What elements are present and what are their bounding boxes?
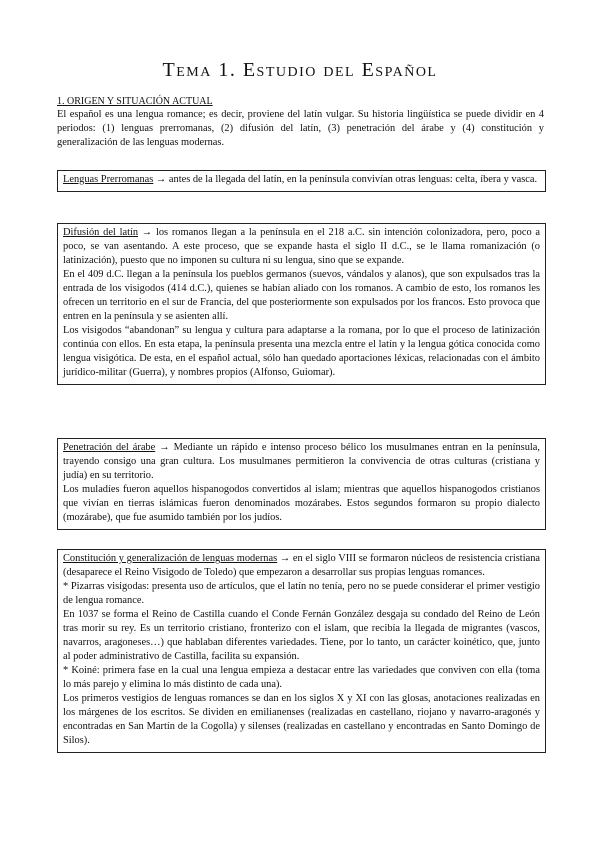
intro-paragraph: El español es una lengua romance; es decir, proviene del latín vulgar. Su historia lingüística se puede dividir en 4 periodos: (1) lenguas prerromanas, (2) difusión del latín, (3) penetración del árabe y (4) constitución y generalización de las lenguas modernas. bbox=[57, 109, 544, 148]
box-paragraph: En 1037 se forma el Reino de Castilla cuando el Conde Fernán González desgaja su condado del Reino de León tras morir su rey. Es un territorio cristiano, fronterizo con el islam, que recibía la llegada de migrantes (vascos, navarros, aragoneses…) que hablaban diferentes variedades. Tiene, por lo tanto, un carácter koinético, que, junto al poder administrativo de Castilla, facilita su expansión. bbox=[63, 609, 540, 662]
box-paragraph: Los muladíes fueron aquellos hispanogodos convertidos al islam; mientras que aquellos hispanogodos cristianos que vivían en tierras islámicas fueron denominados mozárabes. Estos segundos formaron su propio dialecto (mozárabe), que fue asumido también por los judíos. bbox=[63, 484, 540, 523]
box-text: los romanos llegan a la península en el 218 a.C. sin intención colonizadora, pero, poco a poco, se van asentando. A este proceso, que se expande hasta el siglo II d.C., se le llama romanización (o latinización), puesto que no imponen su cultura ni su lengua, sino que se expande. bbox=[63, 227, 541, 266]
box-paragraph: * Pizarras visigodas: presenta uso de artículos, que el latín no tenía, pero no se puede considerar el primer vestigio de lengua romance. bbox=[63, 581, 540, 606]
box-lenguas-prerromanas bbox=[57, 170, 546, 192]
arrow-icon: → bbox=[138, 227, 156, 238]
box-paragraph bbox=[63, 226, 540, 268]
box-constitucion-lenguas bbox=[57, 549, 546, 753]
box-difusion-latin bbox=[57, 223, 546, 385]
box-paragraph: En el 409 d.C. llegan a la península los pueblos germanos (suevos, vándalos y alanos), que son expulsados tras la entrada de los visigodos (414 d.C.), quienes se habían aliado con los romanos. A cambio de esto, los romanos les ofrecen un territorio en el sur de Francia, del que posteriormente son expulsados por los francos. Esto provoca que entren en la península y se asienten allí. bbox=[63, 269, 540, 322]
box-term: Difusión del latín bbox=[63, 227, 139, 238]
box-paragraph: Los visigodos “abandonan” su lengua y cultura para adaptarse a la romana, por lo que el proceso de latinización continúa con ellos. En esta etapa, la península presenta una mezcla entre el latín y la lengua gótica conocida como lengua visigótica. De esta, en el español actual, sólo han quedado aportaciones léxicas, relacionadas con el ámbito jurídico-militar (Guerra), y nombres propios (Alfonso, Guiomar). bbox=[63, 325, 540, 378]
box-text: Mediante un rápido e intenso proceso bélico los musulmanes entran en la península, trayendo consigo una gran cultura. Los musulmanes permitieron la convivencia de otras culturas (cristiana y judía) en su territorio. bbox=[63, 442, 540, 481]
box-term: Constitución y generalización de lenguas modernas bbox=[63, 553, 278, 564]
box-paragraph bbox=[63, 441, 540, 483]
box-paragraph: * Koiné: primera fase en la cual una lengua empieza a destacar entre las variedades que conviven con ella (toma lo más parejo y elimina lo más distinto de cada una). bbox=[63, 665, 540, 690]
box-paragraph bbox=[63, 173, 540, 187]
box-text: antes de la llegada del latín, en la península convivían otras lenguas: celta, íbera y vasca. bbox=[168, 174, 538, 185]
arrow-icon: → bbox=[277, 553, 293, 564]
box-term: Penetración del árabe bbox=[63, 442, 156, 453]
box-paragraph bbox=[63, 552, 540, 580]
page-title: Tema 1. Estudio del Español bbox=[162, 59, 438, 82]
box-penetracion-arabe bbox=[57, 438, 546, 530]
box-term: Lenguas Prerromanas bbox=[63, 174, 154, 185]
section-heading: 1. ORIGEN Y SITUACIÓN ACTUAL bbox=[57, 96, 213, 107]
box-text: en el siglo VIII se formaron núcleos de resistencia cristiana (desaparece el Reino Visigodo de Toledo) que empezaron a desarrollar sus propias lenguas romances. bbox=[63, 553, 541, 578]
arrow-icon: → bbox=[153, 174, 169, 185]
arrow-icon: → bbox=[155, 442, 174, 453]
box-paragraph: Los primeros vestigios de lenguas romances se dan en los siglos X y XI con las glosas, anotaciones realizadas en los márgenes de los escritos. Se dividen en emilianenses (realizadas en castellano, riojano y navarro-aragonés y encontradas en San Martín de la Cogolla) y silenses (realizadas en castellano y encontradas en Santo Domingo de Silos). bbox=[63, 693, 540, 746]
